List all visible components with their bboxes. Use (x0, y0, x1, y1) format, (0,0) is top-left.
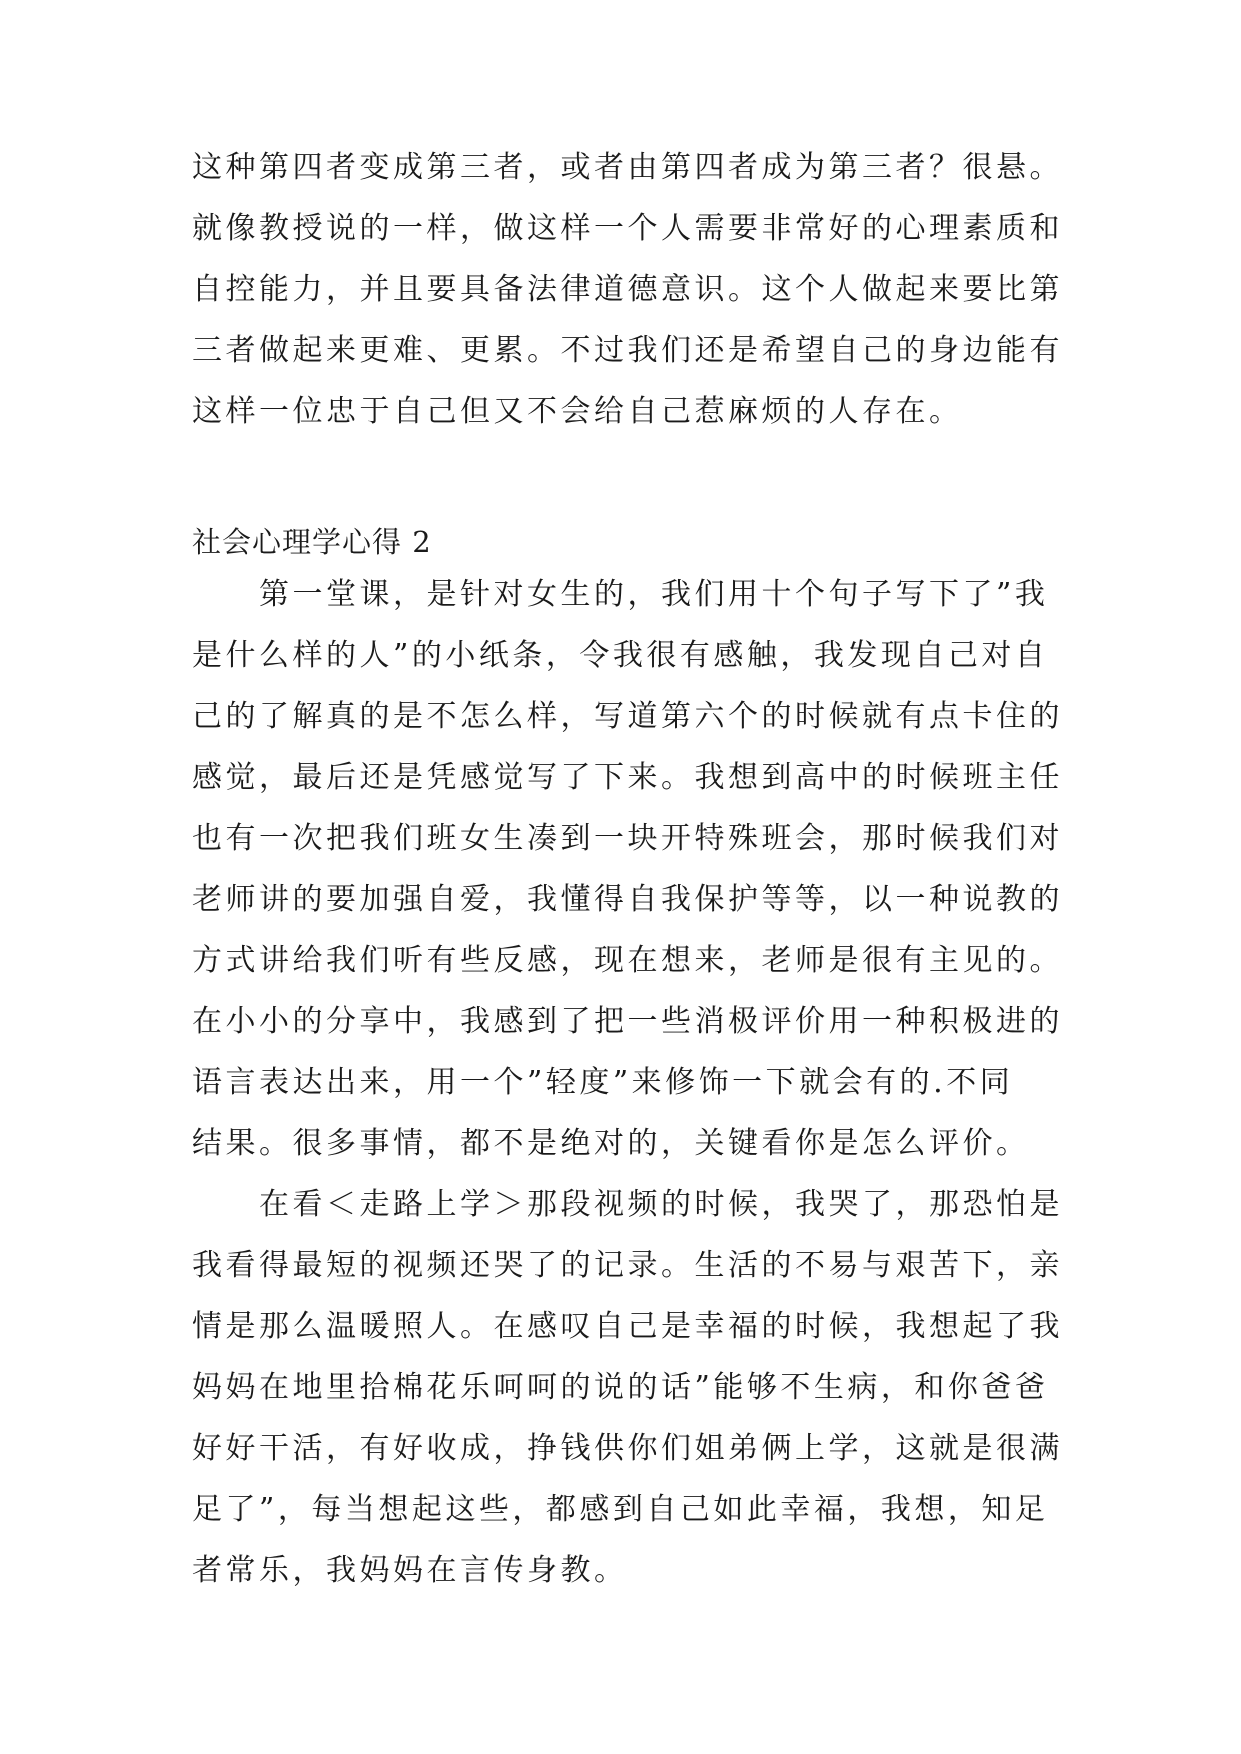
body-line: 情是那么温暖照人。在感叹自己是幸福的时候，我想起了我 (192, 1309, 1063, 1344)
intro-line: 自控能力，并且要具备法律道德意识。这个人做起来要比第 (192, 272, 1063, 307)
body-line: 是什么样的人”的小纸条，令我很有感触，我发现自己对自 (192, 638, 1049, 673)
body-line: 在小小的分享中，我感到了把一些消极评价用一种积极进的 (192, 1004, 1063, 1039)
body-line: 方式讲给我们听有些反感，现在想来，老师是很有主见的。 (192, 943, 1063, 978)
intro-line: 三者做起来更难、更累。不过我们还是希望自己的身边能有 (192, 333, 1063, 368)
section-body (192, 564, 1072, 1601)
body-line: 在看＜走路上学＞那段视频的时候，我哭了，那恐怕是 (192, 1187, 1063, 1222)
intro-line: 这样一位忠于自己但又不会给自己惹麻烦的人存在。 (192, 394, 963, 429)
body-line: 我看得最短的视频还哭了的记录。生活的不易与艰苦下，亲 (192, 1248, 1063, 1283)
body-line: 感觉，最后还是凭感觉写了下来。我想到高中的时候班主任 (192, 760, 1063, 795)
body-line: 也有一次把我们班女生凑到一块开特殊班会，那时候我们对 (192, 821, 1063, 856)
body-line: 足了”，每当想起这些，都感到自己如此幸福，我想，知足 (192, 1492, 1049, 1527)
intro-paragraph (192, 137, 1072, 442)
body-line: 己的了解真的是不怎么样，写道第六个的时候就有点卡住的 (192, 699, 1063, 734)
body-line: 老师讲的要加强自爱，我懂得自我保护等等，以一种说教的 (192, 882, 1063, 917)
section-heading: 社会心理学心得 2 (192, 525, 432, 559)
body-line: 好好干活，有好收成，挣钱供你们姐弟俩上学，这就是很满 (192, 1431, 1063, 1466)
intro-line: 就像教授说的一样，做这样一个人需要非常好的心理素质和 (192, 211, 1063, 246)
body-line: 语言表达出来，用一个”轻度”来修饰一下就会有的.不同 (192, 1065, 1014, 1100)
body-line: 第一堂课，是针对女生的，我们用十个句子写下了”我 (192, 577, 1049, 612)
body-line: 者常乐，我妈妈在言传身教。 (192, 1553, 628, 1588)
body-line: 妈妈在地里拾棉花乐呵呵的说的话”能够不生病，和你爸爸 (192, 1370, 1049, 1405)
body-line: 结果。很多事情，都不是绝对的，关键看你是怎么评价。 (192, 1126, 1030, 1161)
intro-line: 这种第四者变成第三者，或者由第四者成为第三者？很悬。 (192, 150, 1063, 185)
